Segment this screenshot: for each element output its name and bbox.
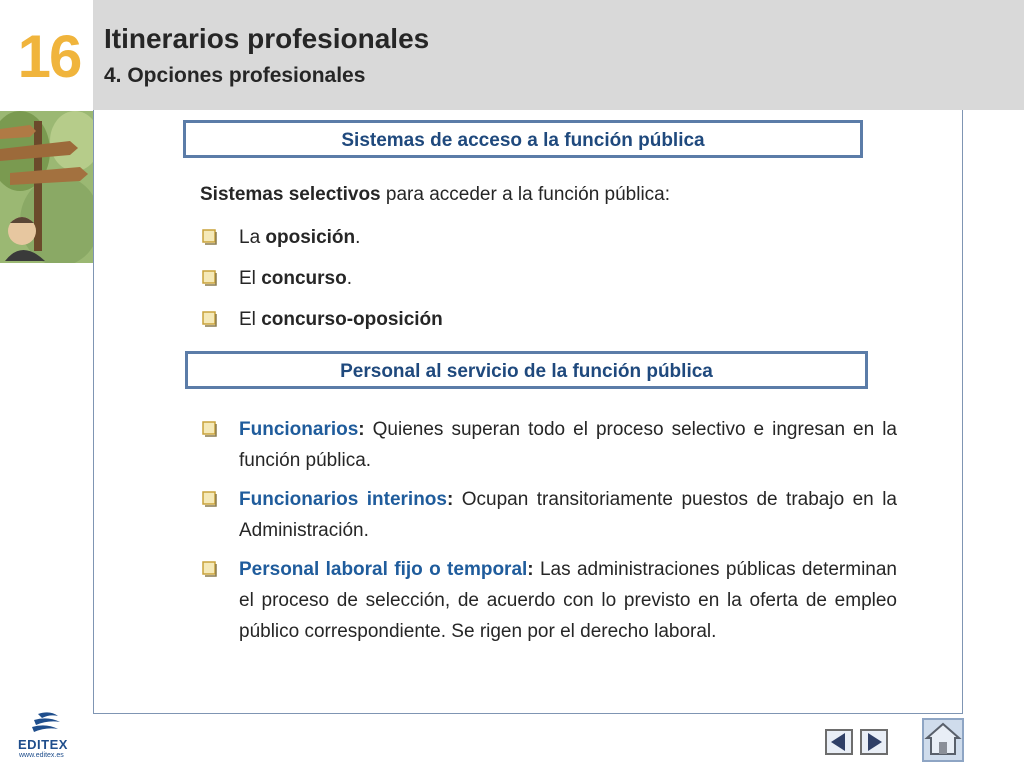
- logo-url: www.editex.es: [19, 752, 64, 759]
- list-item: [200, 224, 443, 265]
- item-text: Ocupan transitoriamente puestos de trabajo en la Administración.: [239, 489, 897, 541]
- personnel-list: [200, 414, 897, 655]
- checkbox-bullet-icon: [202, 491, 218, 507]
- next-slide-button[interactable]: [860, 729, 888, 755]
- intro-bold: Sistemas selectivos: [200, 184, 381, 205]
- chapter-number: 16: [17, 23, 81, 90]
- intro-text: [200, 181, 670, 209]
- list-item: [200, 554, 897, 647]
- item-prefix: La: [239, 227, 266, 248]
- checkbox-bullet-icon: [202, 561, 218, 577]
- item-term: Personal laboral fijo o temporal: [239, 559, 528, 580]
- checkbox-bullet-icon: [202, 270, 218, 286]
- item-suffix: .: [346, 268, 352, 289]
- intro-rest: para acceder a la función pública:: [380, 184, 671, 205]
- section-heading-access-text: Sistemas de acceso a la función pública: [341, 130, 705, 151]
- access-systems-list: [200, 224, 443, 347]
- list-item: [200, 265, 443, 306]
- list-item: [200, 484, 897, 546]
- item-colon: :: [527, 559, 534, 580]
- triangle-left-icon: [827, 731, 851, 753]
- triangle-right-icon: [862, 731, 886, 753]
- logo-text: EDITEX: [18, 737, 68, 752]
- home-icon: [924, 720, 962, 760]
- checkbox-bullet-icon: [202, 229, 218, 245]
- item-suffix: .: [355, 227, 361, 248]
- item-prefix: El: [239, 268, 262, 289]
- previous-slide-button[interactable]: [825, 729, 853, 755]
- section-heading-personnel-text: Personal al servicio de la función pública: [340, 361, 713, 382]
- item-colon: :: [446, 489, 454, 510]
- item-term: Funcionarios interinos: [239, 489, 447, 510]
- section-heading-personnel: [185, 351, 868, 389]
- item-colon: :: [358, 419, 365, 440]
- checkbox-bullet-icon: [202, 421, 218, 437]
- item-text: Quienes superan todo el proceso selectivo e ingresan en la función pública.: [239, 419, 897, 471]
- page-subtitle: 4. Opciones profesionales: [104, 64, 366, 87]
- section-heading-access: [183, 120, 863, 158]
- list-item: [200, 414, 897, 476]
- item-term: Funcionarios: [239, 419, 359, 440]
- item-prefix: El: [239, 309, 262, 330]
- item-term: oposición: [265, 227, 356, 248]
- item-term: concurso: [261, 268, 347, 289]
- page-title: Itinerarios profesionales: [104, 23, 430, 54]
- signpost-illustration: [0, 111, 93, 263]
- list-item: [200, 306, 443, 347]
- checkbox-bullet-icon: [202, 311, 218, 327]
- home-button[interactable]: [922, 718, 964, 762]
- item-text: Las administraciones públicas determinan el proceso de selección, de acuerdo con lo previsto en la oferta de empleo público correspondiente. Se rigen por el derecho laboral.: [239, 559, 897, 642]
- item-term: concurso-oposición: [261, 309, 443, 330]
